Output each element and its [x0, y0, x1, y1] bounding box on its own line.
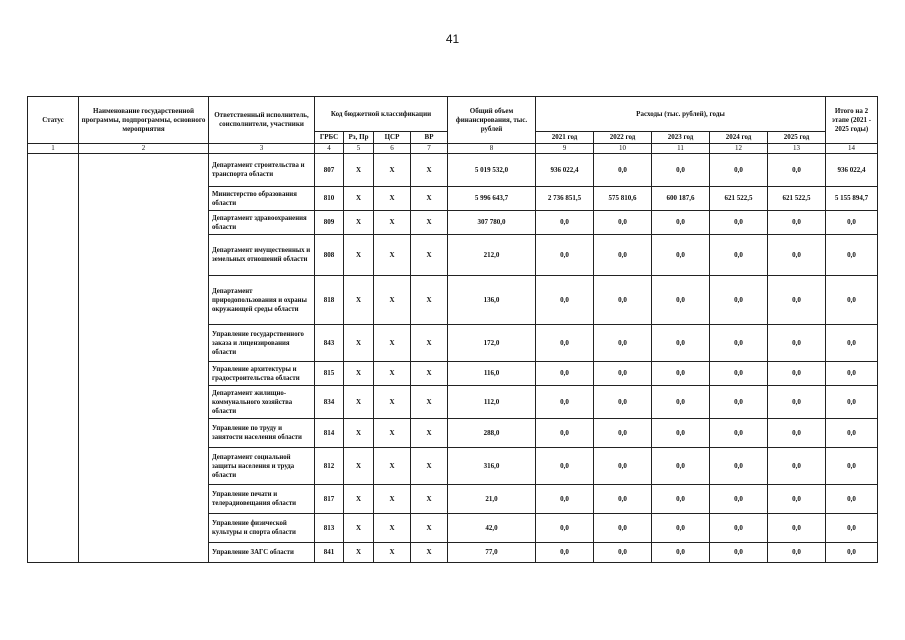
y2025-cell: 0,0	[768, 386, 826, 419]
y2022-cell: 0,0	[594, 485, 652, 514]
vr-cell: X	[411, 386, 448, 419]
y2024-cell: 0,0	[710, 419, 768, 448]
total-cell: 172,0	[448, 325, 536, 362]
header-2023: 2023 год	[652, 132, 710, 144]
y2023-cell: 0,0	[652, 276, 710, 325]
y2021-cell: 0,0	[536, 386, 594, 419]
y2025-cell: 0,0	[768, 325, 826, 362]
vr-cell: X	[411, 448, 448, 485]
y2023-cell: 0,0	[652, 325, 710, 362]
grbs-cell: 810	[315, 187, 344, 211]
csr-cell: X	[374, 386, 411, 419]
vr-cell: X	[411, 362, 448, 386]
total-cell: 77,0	[448, 543, 536, 563]
y2024-cell: 0,0	[710, 325, 768, 362]
executor-cell: Департамент здравоохранения области	[209, 211, 315, 235]
executor-cell: Департамент строительства и транспорта области	[209, 154, 315, 187]
summary-cell: 0,0	[826, 276, 878, 325]
index-cell: 14	[826, 144, 878, 154]
executor-cell: Управление государственного заказа и лицензирования области	[209, 325, 315, 362]
index-cell: 6	[374, 144, 411, 154]
y2025-cell: 0,0	[768, 276, 826, 325]
y2022-cell: 0,0	[594, 325, 652, 362]
summary-cell: 0,0	[826, 448, 878, 485]
executor-cell: Управление по труду и занятости населения области	[209, 419, 315, 448]
executor-cell: Департамент природопользования и охраны окружающей среды области	[209, 276, 315, 325]
status-cell	[28, 154, 79, 563]
header-csr: ЦСР	[374, 132, 411, 144]
header-grbs: ГРБС	[315, 132, 344, 144]
y2023-cell: 0,0	[652, 514, 710, 543]
header-program: Наименование государственной программы, подпрограммы, основного мероприятия	[79, 97, 209, 144]
summary-cell: 0,0	[826, 325, 878, 362]
grbs-cell: 808	[315, 235, 344, 276]
y2021-cell: 0,0	[536, 514, 594, 543]
y2021-cell: 2 736 851,5	[536, 187, 594, 211]
y2023-cell: 0,0	[652, 448, 710, 485]
executor-cell: Министерство образования области	[209, 187, 315, 211]
rzpr-cell: X	[344, 325, 374, 362]
y2022-cell: 0,0	[594, 362, 652, 386]
y2025-cell: 0,0	[768, 154, 826, 187]
csr-cell: X	[374, 154, 411, 187]
csr-cell: X	[374, 543, 411, 563]
y2023-cell: 0,0	[652, 386, 710, 419]
total-cell: 288,0	[448, 419, 536, 448]
index-cell: 3	[209, 144, 315, 154]
y2023-cell: 0,0	[652, 543, 710, 563]
index-cell: 10	[594, 144, 652, 154]
total-cell: 5 019 532,0	[448, 154, 536, 187]
grbs-cell: 817	[315, 485, 344, 514]
y2024-cell: 0,0	[710, 543, 768, 563]
total-cell: 21,0	[448, 485, 536, 514]
rzpr-cell: X	[344, 154, 374, 187]
total-cell: 42,0	[448, 514, 536, 543]
total-cell: 112,0	[448, 386, 536, 419]
executor-cell: Управление печати и телерадиовещания области	[209, 485, 315, 514]
grbs-cell: 843	[315, 325, 344, 362]
index-cell: 1	[28, 144, 79, 154]
vr-cell: X	[411, 325, 448, 362]
executor-cell: Управление архитектуры и градостроительства области	[209, 362, 315, 386]
y2025-cell: 0,0	[768, 514, 826, 543]
summary-cell: 0,0	[826, 543, 878, 563]
y2024-cell: 0,0	[710, 276, 768, 325]
vr-cell: X	[411, 235, 448, 276]
y2022-cell: 0,0	[594, 419, 652, 448]
header-summary: Итого на 2 этапе (2021 - 2025 годы)	[826, 97, 878, 144]
y2024-cell: 0,0	[710, 448, 768, 485]
vr-cell: X	[411, 514, 448, 543]
rzpr-cell: X	[344, 276, 374, 325]
grbs-cell: 841	[315, 543, 344, 563]
vr-cell: X	[411, 543, 448, 563]
y2025-cell: 0,0	[768, 235, 826, 276]
csr-cell: X	[374, 514, 411, 543]
vr-cell: X	[411, 419, 448, 448]
header-2024: 2024 год	[710, 132, 768, 144]
y2022-cell: 0,0	[594, 235, 652, 276]
header-total: Общий объем финансирования, тыс. рублей	[448, 97, 536, 144]
y2022-cell: 0,0	[594, 448, 652, 485]
y2022-cell: 0,0	[594, 211, 652, 235]
y2025-cell: 0,0	[768, 211, 826, 235]
y2021-cell: 0,0	[536, 419, 594, 448]
y2025-cell: 0,0	[768, 362, 826, 386]
y2024-cell: 0,0	[710, 386, 768, 419]
rzpr-cell: X	[344, 419, 374, 448]
y2022-cell: 575 810,6	[594, 187, 652, 211]
y2023-cell: 600 187,6	[652, 187, 710, 211]
header-rzpr: Рз, Пр	[344, 132, 374, 144]
summary-cell: 0,0	[826, 386, 878, 419]
table-body	[28, 144, 878, 563]
index-cell: 9	[536, 144, 594, 154]
y2021-cell: 0,0	[536, 362, 594, 386]
header-2021: 2021 год	[536, 132, 594, 144]
y2022-cell: 0,0	[594, 276, 652, 325]
summary-cell: 936 022,4	[826, 154, 878, 187]
summary-cell: 0,0	[826, 485, 878, 514]
index-cell: 2	[79, 144, 209, 154]
rzpr-cell: X	[344, 187, 374, 211]
header-2025: 2025 год	[768, 132, 826, 144]
grbs-cell: 809	[315, 211, 344, 235]
total-cell: 136,0	[448, 276, 536, 325]
summary-cell: 0,0	[826, 514, 878, 543]
index-cell: 12	[710, 144, 768, 154]
y2023-cell: 0,0	[652, 485, 710, 514]
rzpr-cell: X	[344, 485, 374, 514]
header-2022: 2022 год	[594, 132, 652, 144]
index-cell: 8	[448, 144, 536, 154]
header-budget-code: Код бюджетной классификации	[315, 97, 448, 132]
rzpr-cell: X	[344, 448, 374, 485]
header-expenses: Расходы (тыс. рублей), годы	[536, 97, 826, 132]
index-cell: 7	[411, 144, 448, 154]
y2025-cell: 0,0	[768, 485, 826, 514]
summary-cell: 0,0	[826, 211, 878, 235]
index-cell: 13	[768, 144, 826, 154]
csr-cell: X	[374, 187, 411, 211]
summary-cell: 0,0	[826, 419, 878, 448]
table-row	[28, 154, 878, 187]
grbs-cell: 834	[315, 386, 344, 419]
rzpr-cell: X	[344, 211, 374, 235]
column-index-row	[28, 144, 878, 154]
grbs-cell: 814	[315, 419, 344, 448]
grbs-cell: 815	[315, 362, 344, 386]
csr-cell: X	[374, 419, 411, 448]
grbs-cell: 813	[315, 514, 344, 543]
executor-cell: Департамент жилищно-коммунального хозяйства области	[209, 386, 315, 419]
csr-cell: X	[374, 276, 411, 325]
vr-cell: X	[411, 154, 448, 187]
y2022-cell: 0,0	[594, 154, 652, 187]
y2021-cell: 0,0	[536, 485, 594, 514]
rzpr-cell: X	[344, 362, 374, 386]
y2025-cell: 0,0	[768, 419, 826, 448]
rzpr-cell: X	[344, 514, 374, 543]
total-cell: 116,0	[448, 362, 536, 386]
program-cell	[79, 154, 209, 563]
y2024-cell: 0,0	[710, 362, 768, 386]
index-cell: 5	[344, 144, 374, 154]
csr-cell: X	[374, 448, 411, 485]
vr-cell: X	[411, 211, 448, 235]
summary-cell: 5 155 894,7	[826, 187, 878, 211]
y2022-cell: 0,0	[594, 514, 652, 543]
rzpr-cell: X	[344, 235, 374, 276]
y2024-cell: 621 522,5	[710, 187, 768, 211]
y2025-cell: 621 522,5	[768, 187, 826, 211]
y2021-cell: 0,0	[536, 325, 594, 362]
grbs-cell: 818	[315, 276, 344, 325]
y2024-cell: 0,0	[710, 154, 768, 187]
header-executor: Ответственный исполнитель, соисполнители, участники	[209, 97, 315, 144]
csr-cell: X	[374, 485, 411, 514]
csr-cell: X	[374, 362, 411, 386]
executor-cell: Департамент имущественных и земельных отношений области	[209, 235, 315, 276]
budget-table	[27, 96, 878, 563]
vr-cell: X	[411, 187, 448, 211]
csr-cell: X	[374, 211, 411, 235]
total-cell: 5 996 643,7	[448, 187, 536, 211]
y2023-cell: 0,0	[652, 154, 710, 187]
y2023-cell: 0,0	[652, 419, 710, 448]
page-number: 41	[445, 32, 460, 46]
y2024-cell: 0,0	[710, 514, 768, 543]
y2021-cell: 0,0	[536, 235, 594, 276]
y2025-cell: 0,0	[768, 543, 826, 563]
rzpr-cell: X	[344, 543, 374, 563]
vr-cell: X	[411, 485, 448, 514]
executor-cell: Департамент социальной защиты населения и труда области	[209, 448, 315, 485]
csr-cell: X	[374, 325, 411, 362]
y2021-cell: 0,0	[536, 276, 594, 325]
index-cell: 4	[315, 144, 344, 154]
y2023-cell: 0,0	[652, 362, 710, 386]
y2023-cell: 0,0	[652, 211, 710, 235]
vr-cell: X	[411, 276, 448, 325]
grbs-cell: 812	[315, 448, 344, 485]
header-vr: ВР	[411, 132, 448, 144]
grbs-cell: 807	[315, 154, 344, 187]
summary-cell: 0,0	[826, 362, 878, 386]
y2024-cell: 0,0	[710, 235, 768, 276]
y2022-cell: 0,0	[594, 386, 652, 419]
total-cell: 316,0	[448, 448, 536, 485]
executor-cell: Управление ЗАГС области	[209, 543, 315, 563]
y2024-cell: 0,0	[710, 485, 768, 514]
index-cell: 11	[652, 144, 710, 154]
y2024-cell: 0,0	[710, 211, 768, 235]
y2021-cell: 936 022,4	[536, 154, 594, 187]
y2025-cell: 0,0	[768, 448, 826, 485]
y2021-cell: 0,0	[536, 211, 594, 235]
header-status: Статус	[28, 97, 79, 144]
summary-cell: 0,0	[826, 235, 878, 276]
y2022-cell: 0,0	[594, 543, 652, 563]
y2021-cell: 0,0	[536, 448, 594, 485]
y2023-cell: 0,0	[652, 235, 710, 276]
executor-cell: Управление физической культуры и спорта области	[209, 514, 315, 543]
total-cell: 212,0	[448, 235, 536, 276]
csr-cell: X	[374, 235, 411, 276]
y2021-cell: 0,0	[536, 543, 594, 563]
total-cell: 307 780,0	[448, 211, 536, 235]
rzpr-cell: X	[344, 386, 374, 419]
